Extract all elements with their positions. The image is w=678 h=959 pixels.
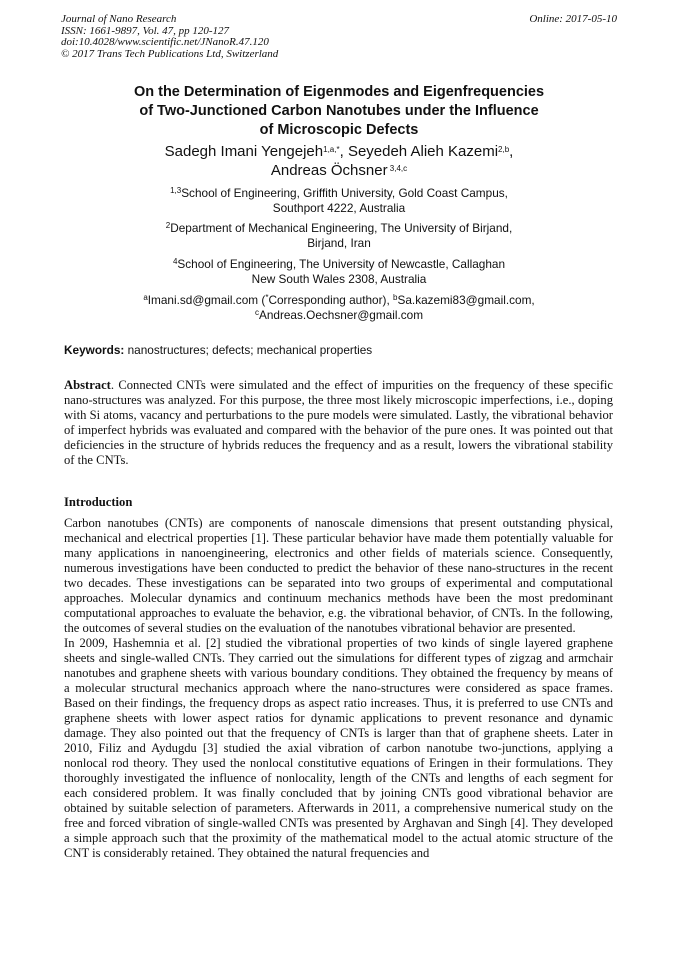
affiliation [60, 257, 618, 287]
author-affil-marker: 1,a,* [323, 145, 340, 154]
author-line [60, 142, 618, 161]
affiliation-text: School of Engineering, The University of Newcastle, Callaghan [177, 257, 506, 271]
journal-copyright: © 2017 Trans Tech Publications Ltd, Switzerland [61, 47, 279, 60]
abstract-paragraph [64, 378, 613, 468]
corresponding-note: ( [258, 293, 266, 307]
title-line: On the Determination of Eigenmodes and Eigenfrequencies [133, 84, 545, 100]
author-emails [60, 293, 618, 323]
author-name: Seyedeh Alieh Kazemi [347, 143, 499, 160]
author-affil-marker: 2,b [498, 145, 510, 154]
introduction-body [64, 516, 613, 861]
affiliation-text: School of Engineering, Griffith University, Gold Coast Campus, [181, 186, 508, 200]
email-address: Imani.sd@gmail.com [147, 293, 259, 307]
body-paragraph: Carbon nanotubes (CNTs) are components of nanoscale dimensions that present outstanding physical, mechanical and electrical properties [1]. These particular behavior have made them potentially valuable for many applications in nanoengineering, electronics and other fields of materials science. Consequently, numerous investigations have been conducted to predict the behavior of these nano-structures in the recent two decades. These investigations can be separated into two groups of experimental and computational approaches. Molecular dynamics and continuum mechanics methods have been the most predominant computational approaches to evaluate the behavior, e.g. the vibrational behavior, of CNTs. In the following, the outcomes of several studies on the evaluation of the nanotubes vibrational behavior are presented. [64, 516, 613, 635]
author-affil-marker: 3,4,c [387, 164, 408, 173]
paper-title [60, 83, 618, 140]
title-line: of Microscopic Defects [259, 122, 419, 138]
section-heading-introduction: Introduction [64, 495, 133, 509]
journal-issn: ISSN: 1661-9897, Vol. 47, pp 120-127 [61, 24, 230, 37]
affiliation [60, 186, 618, 216]
affiliation-line: New South Wales 2308, Australia [251, 272, 427, 286]
journal-doi: doi:10.4028/www.scientific.net/JNanoR.47.120 [61, 36, 269, 48]
affiliation-marker: 2 [165, 221, 171, 230]
author-name: Sadegh Imani Yengejeh [164, 143, 324, 160]
email-line [60, 293, 618, 308]
abstract-label: Abstract [64, 378, 111, 392]
author-line [60, 161, 618, 180]
affiliation-line [60, 186, 618, 201]
keywords [64, 343, 624, 358]
body-paragraph: In 2009, Hashemnia et al. [2] studied the vibrational properties of two kinds of single layered graphene sheets and single-walled CNTs. They carried out the simulations for different types of zigzag and armchair nanotubes and graphene sheets with various boundary conditions. They obtained the frequency by means of a molecular structural mechanics approach where the nano-structures were considered as space frames. Based on their findings, the frequency drops as aspect ratio increases. Thus, it is preferred to use CNTs and graphene sheets with lower aspect ratios for dynamic applications to prevent resonance and dynamic damage. They also pointed out that the frequency of CNTs is larger than that of graphene sheets. Later in 2010, Filiz and Aydugdu [3] studied the axial vibration of carbon nanotube two-junctions, applying a nonlocal rod theory. They used the nonlocal constitutive equations of Eringen in their formulations. They thoroughly investigated the influence of nonlocality, length of the CNTs and lengths of each segment for each considered problem. It was finally concluded that by joining CNTs good vibrational behavior are obtained by suitable selection of parameters. Afterwards in 2011, a comprehensive numerical study on the free and forced vibration of single-walled CNTs was presented by Arghavan and Singh [4]. They developed a simple approach such that the proximity of the mathematical model to the actual atomic structure of the CNT is considerably retained. They obtained the natural frequencies and [64, 636, 613, 860]
keywords-text: nanostructures; defects; mechanical properties [124, 343, 373, 357]
email-address: Sa.kazemi83@gmail.com, [397, 293, 535, 307]
keywords-label: Keywords: [64, 343, 125, 357]
author-name: Andreas Öchsner [270, 162, 388, 179]
affiliation-text: Department of Mechanical Engineering, The University of Birjand, [170, 221, 513, 235]
affiliation-line [60, 257, 618, 272]
corresponding-marker: * [265, 293, 269, 302]
journal-header [61, 14, 617, 60]
email-address: Andreas.Oechsner@gmail.com [258, 308, 424, 322]
corresponding-note: Corresponding author), [268, 293, 394, 307]
journal-name: Journal of Nano Research [61, 13, 177, 25]
title-line: of Two-Junctioned Carbon Nanotubes under the Influence [139, 103, 539, 119]
author-separator: , [509, 143, 514, 160]
abstract-text: . Connected CNTs were simulated and the effect of impurities on the frequency of these specific nano-structures was analyzed. For this purpose, the three most likely microscopic imperfections, i.e., doping with Si atoms, vacancy and perturbations to the pure models were simulated. Lastly, the vibrational behavior of imperfect hybrids was evaluated and compared with the behavior of the pure ones. It was pointed out that deficiencies in the structure of hybrids reduces the frequency and as a result, lowers the vibrational stability of the CNTs. [64, 378, 613, 467]
affiliation-line [60, 221, 618, 236]
author-list [60, 142, 618, 180]
affiliation-line: Southport 4222, Australia [272, 201, 406, 215]
abstract [64, 378, 613, 468]
online-date: Online: 2017-05-10 [529, 13, 617, 25]
email-marker: b [393, 293, 398, 302]
email-line [60, 308, 618, 323]
email-marker: c [254, 308, 259, 317]
affiliation-marker: 4 [172, 257, 178, 266]
affiliation [60, 221, 618, 251]
affiliation-line: Birjand, Iran [307, 236, 371, 250]
email-marker: a [143, 293, 148, 302]
affiliation-marker: 1,3 [170, 186, 182, 195]
author-separator: , [339, 143, 348, 160]
